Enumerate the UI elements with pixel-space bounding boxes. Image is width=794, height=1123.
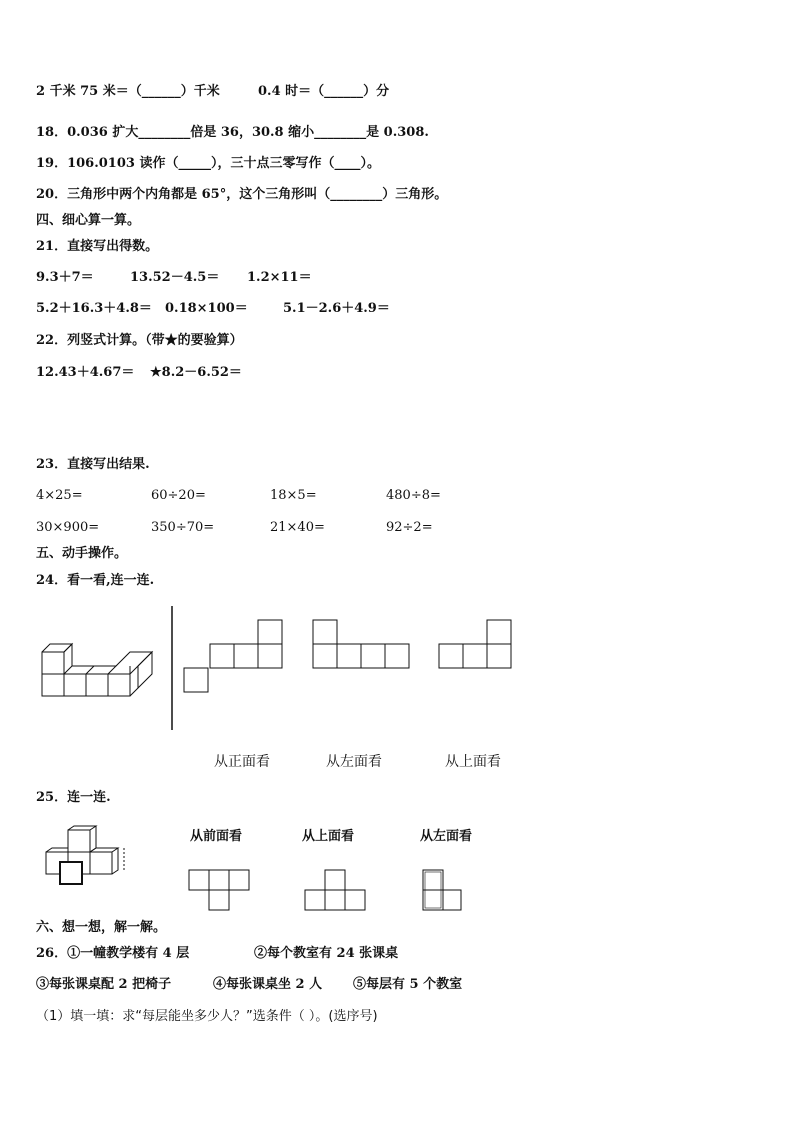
q22-item-a: 12.43＋4.67＝ [36,365,135,380]
q25-label-left: 从左面看 [420,829,473,844]
q23-item-a: 4×25= [36,488,83,503]
q23-item-f: 350÷70= [151,520,215,535]
q23-item-c: 18×5= [270,488,317,503]
q25-view-2 [302,868,368,912]
q25-view-3 [420,868,466,912]
q25-label-top: 从上面看 [302,829,355,844]
q26-subquestion-1: （1）填一填：求“每层能坐多少人？”选条件（ ）。(选序号) [36,1009,378,1024]
line-1a: 2 千米 75 米＝（______）千米 [36,84,220,99]
question-18: 18．0.036 扩大________倍是 36，30.8 缩小________是 0.308. [36,125,429,140]
q26-condition-5: ⑤每层有 5 个教室 [353,977,463,992]
q24-view-2 [310,618,416,674]
q21-item-e: 0.18×100＝ [165,301,248,316]
q24-label-top: 从上面看 [445,754,501,770]
q24-label-left: 从左面看 [326,754,382,770]
q25-view-1 [186,868,252,912]
section-4-heading: 四、细心算一算。 [36,213,141,228]
q25-label-front: 从前面看 [190,829,243,844]
q22-item-b: ★8.2－6.52＝ [150,365,242,380]
q24-label-front: 从正面看 [214,754,270,770]
q24-divider [170,606,174,730]
question-24: 24．看一看,连一连. [36,573,155,588]
question-23: 23．直接写出结果. [36,457,150,472]
q21-item-a: 9.3＋7＝ [36,270,94,285]
q25-cube-figure [42,822,132,888]
q23-item-b: 60÷20= [151,488,206,503]
q23-item-h: 92÷2= [386,520,433,535]
q23-item-e: 30×900= [36,520,100,535]
section-5-heading: 五、动手操作。 [36,546,128,561]
q23-item-d: 480÷8= [386,488,441,503]
question-21: 21．直接写出得数。 [36,239,159,254]
q26-condition-4: ④每张课桌坐 2 人 [213,977,323,992]
q26-condition-2: ②每个教室有 24 张课桌 [254,946,399,961]
q23-item-g: 21×40= [270,520,325,535]
q26-condition-3: ③每张课桌配 2 把椅子 [36,977,172,992]
q21-item-b: 13.52－4.5＝ [130,270,220,285]
line-1b: 0.4 时＝（______）分 [258,84,390,99]
q21-item-c: 1.2×11＝ [247,270,312,285]
question-25: 25．连一连. [36,790,111,805]
q24-view-3 [433,618,517,674]
q21-item-d: 5.2＋16.3＋4.8＝ [36,301,152,316]
question-19: 19．106.0103 读作（_____），三十点三零写作（____）。 [36,156,380,171]
q24-cube-figure [38,640,154,700]
question-20: 20．三角形中两个内角都是 65°，这个三角形叫（________）三角形。 [36,187,448,202]
q26-condition-1: 26．①一幢教学楼有 4 层 [36,946,190,961]
q21-item-f: 5.1－2.6＋4.9＝ [283,301,390,316]
section-6-heading: 六、想一想，解一解。 [36,920,167,935]
question-22: 22．列竖式计算。（带★的要验算） [36,333,243,348]
q24-view-1 [182,618,286,698]
